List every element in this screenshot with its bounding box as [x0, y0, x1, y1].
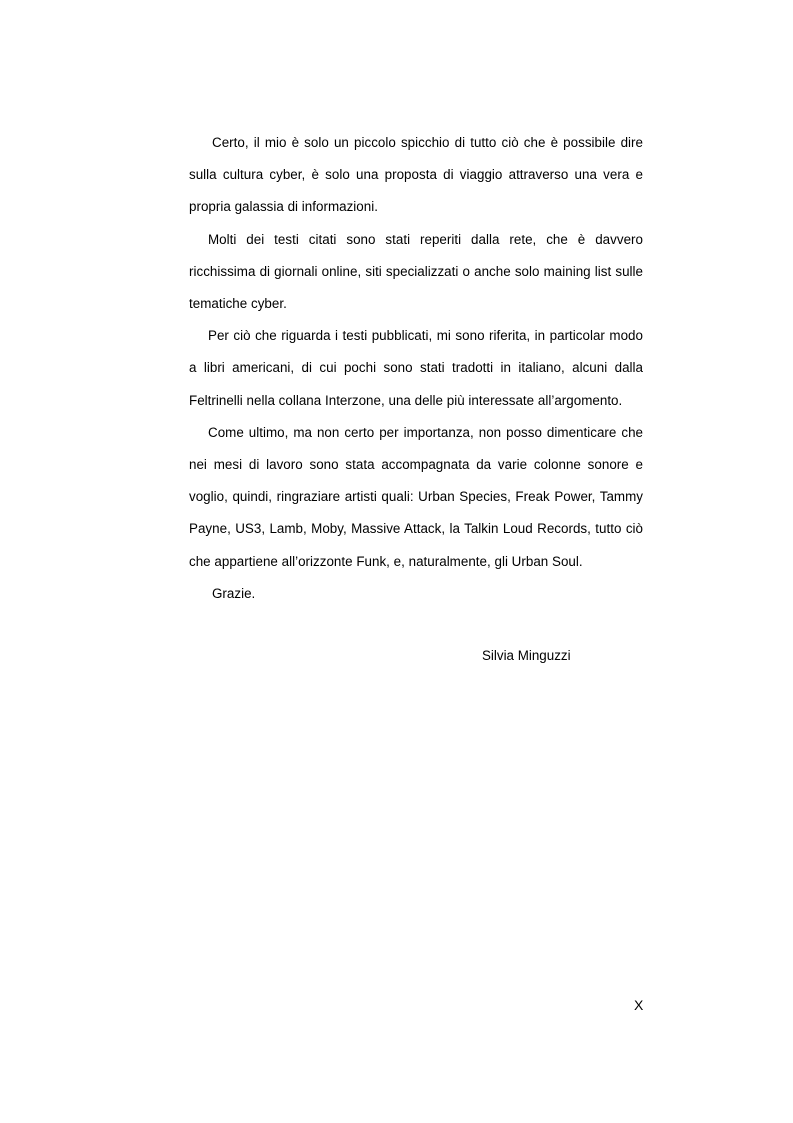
paragraph: Molti dei testi citati sono stati reperiti dalla rete, che è davvero ricchissima di giornali online, siti specializzati o anche solo maining list sulle tematiche cyber.: [189, 231, 643, 312]
closing-line: Grazie.: [212, 585, 256, 601]
paragraph: Certo, il mio è solo un piccolo spicchio di tutto ciò che è possibile dire sulla cultura cyber, è solo una proposta di viaggio attraverso una vera e propria galassia di informazioni.: [189, 135, 643, 215]
page-number: X: [634, 997, 644, 1013]
paragraph: Per ciò che riguarda i testi pubblicati, mi sono riferita, in particolar modo a libri americani, di cui pochi sono stati tradotti in italiano, alcuni dalla Feltrinelli nella collana Interzone, una delle più interessate all’argomento.: [189, 328, 643, 408]
signature: Silvia Minguzzi: [482, 648, 571, 663]
paragraph: Come ultimo, ma non certo per importanza, non posso dimenticare che nei mesi di lavoro sono stata accompagnata da varie colonne sonore e voglio, quindi, ringraziare artisti quali: Urban Species, Freak Power, Tammy Payne, US3, Lamb, Moby, Massive Attack, la Talkin Loud Records, tutto ciò che appartiene all’orizzonte Funk, e, naturalmente, gli Urban Soul.: [189, 424, 643, 569]
body-text: [189, 127, 643, 610]
